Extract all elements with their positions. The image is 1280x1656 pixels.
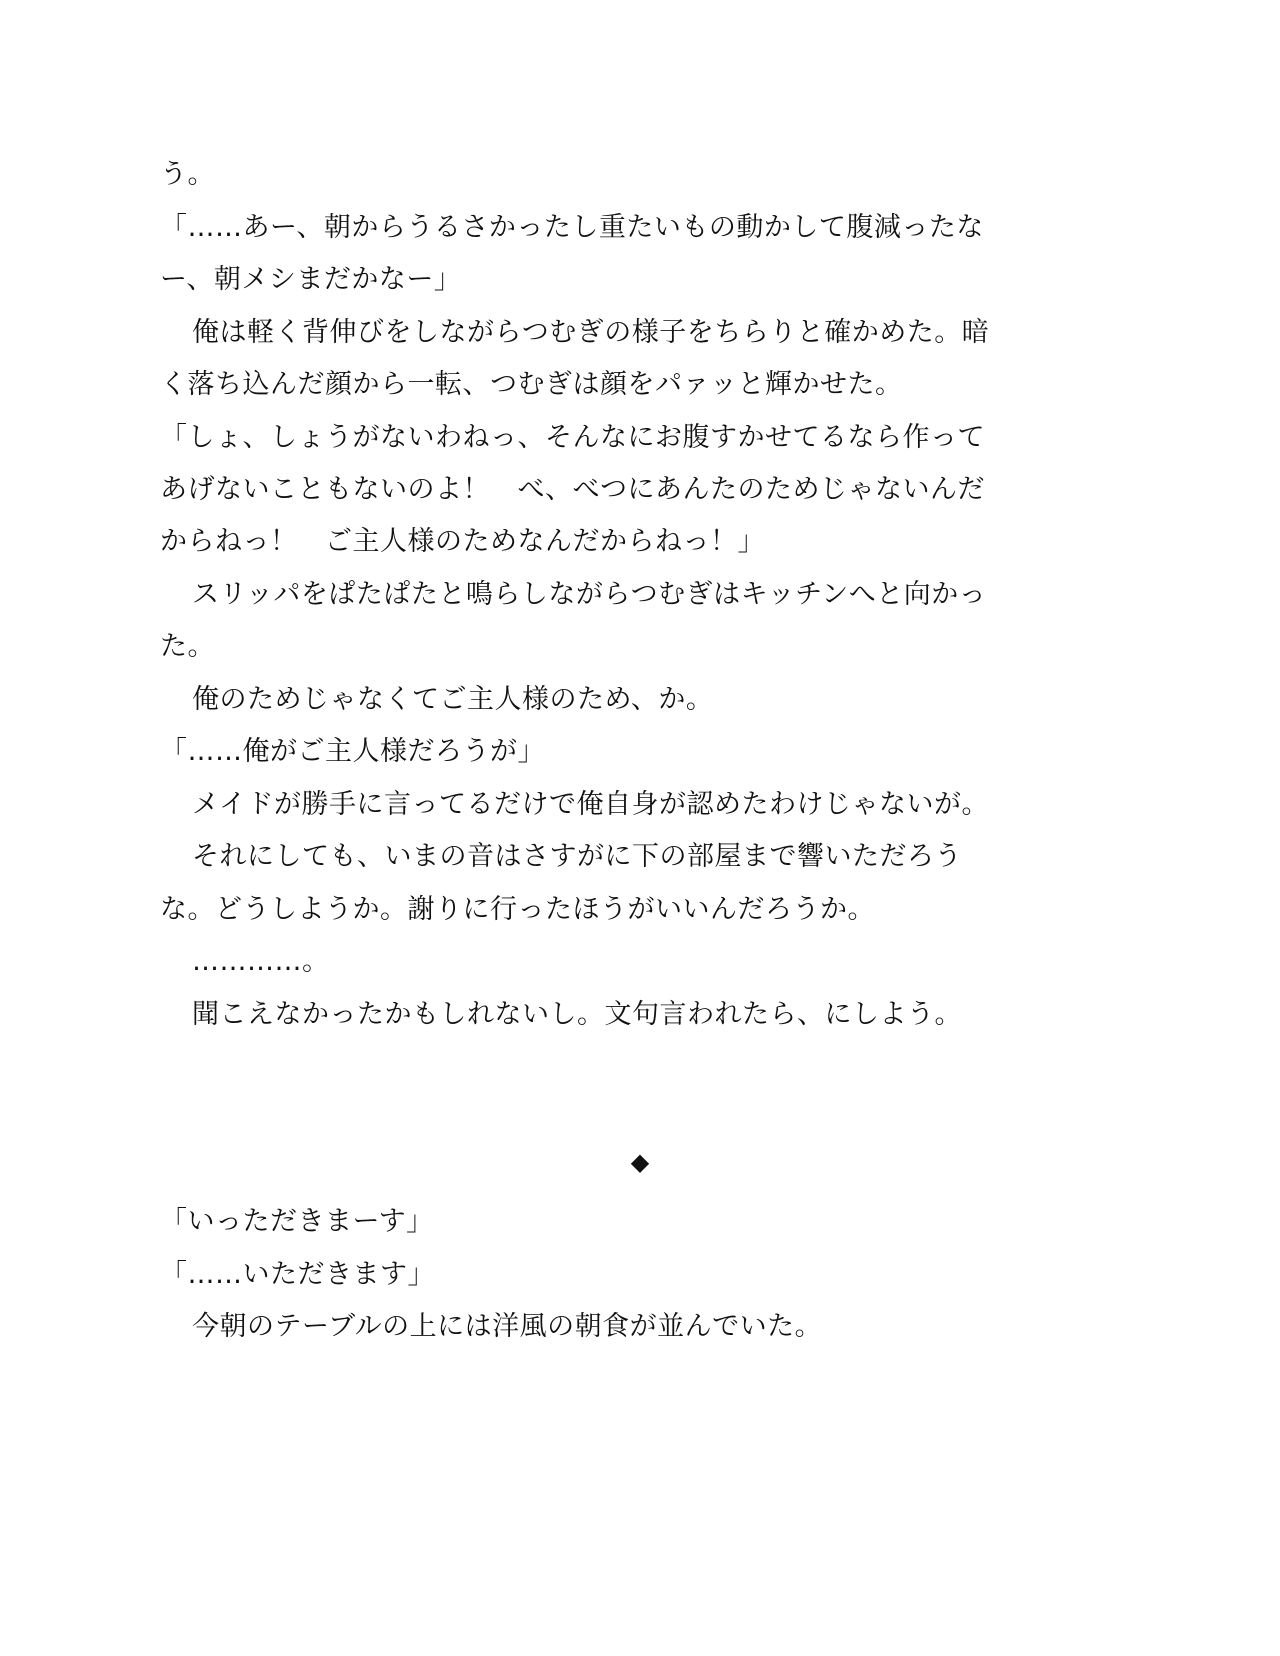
- text-line: 今朝のテーブルの上には洋風の朝食が並んでいた。: [192, 1311, 823, 1342]
- text-line: それにしても、いまの音はさすがに下の部屋まで響いただろう: [192, 841, 962, 872]
- text-line: 聞こえなかったかもしれないし。文句言われたら、にしよう。: [192, 999, 962, 1030]
- text-line: スリッパをぱたぱたと鳴らしながらつむぎはキッチンへと向かっ: [192, 579, 987, 610]
- text-line: う。: [160, 159, 215, 190]
- text-line: 「……あー、朝からうるさかったし重たいもの動かして腹減ったな: [160, 212, 984, 243]
- text-line: …………。: [192, 946, 330, 977]
- text-line: 「しょ、しょうがないわねっ、そんなにお腹すかせてるなら作って: [160, 422, 985, 453]
- text-line: 「……いただきます」: [160, 1259, 435, 1290]
- text-line: 「……俺がご主人様だろうが」: [160, 736, 545, 767]
- text-line: ー、朝メシまだかなー」: [160, 264, 462, 295]
- text-line: あげないこともないのよ！ べ、べつにあんたのためじゃないんだ: [160, 474, 985, 505]
- text-line: からねっ！ ご主人様のためなんだからねっ！」: [160, 526, 765, 557]
- text-line: な。どうしようか。謝りに行ったほうがいいんだろうか。: [160, 894, 875, 925]
- text-line: 俺のためじゃなくてご主人様のため、か。: [192, 684, 714, 715]
- text-line: く落ち込んだ顔から一転、つむぎは顔をパァッと輝かせた。: [160, 369, 903, 400]
- text-line: 「いっただきまーす」: [160, 1206, 434, 1237]
- text-line: 俺は軽く背伸びをしながらつむぎの様子をちらりと確かめた。暗: [192, 317, 990, 348]
- text-line: メイドが勝手に言ってるだけで俺自身が認めたわけじゃないが。: [192, 789, 989, 820]
- section-separator: ◆: [630, 1148, 650, 1176]
- text-line: た。: [160, 631, 215, 662]
